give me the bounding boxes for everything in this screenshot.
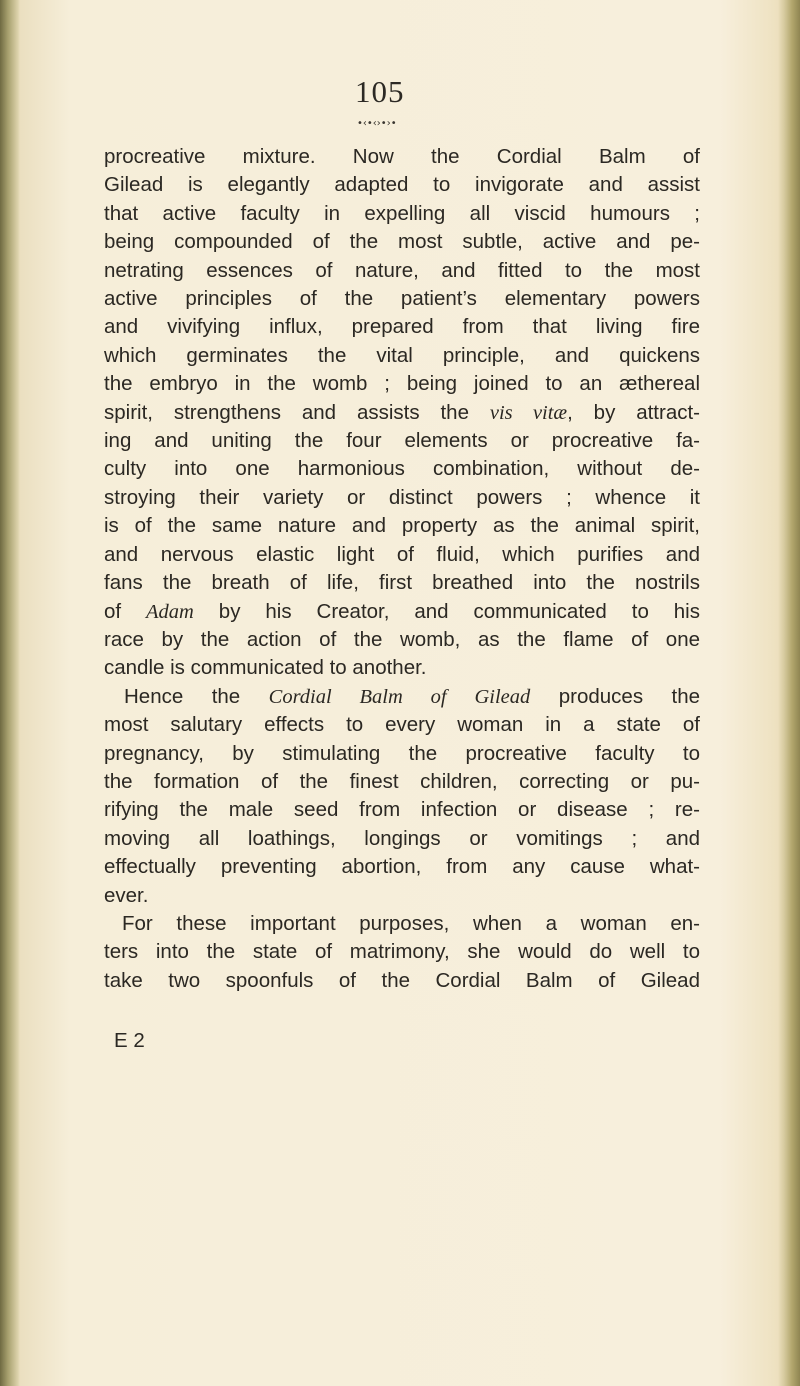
text-line: candle is communicated to another.	[104, 656, 427, 680]
text-line: race by the action of the womb, as the flame of one	[104, 627, 700, 651]
header-ornament: •‹•‹›•›•	[357, 118, 397, 129]
body-text	[104, 143, 700, 995]
text-line: rifying the male seed from infection or disease ; re-	[104, 798, 700, 822]
paragraph-2	[104, 683, 700, 910]
text-line: which germinates the vital principle, and quickens	[104, 343, 700, 367]
text-line: fans the breath of life, first breathed into the nostrils	[104, 571, 700, 595]
italic-phrase: vis vitæ	[489, 401, 568, 424]
text-line: culty into one harmonious combination, without de-	[104, 457, 700, 481]
text-line: For these important purposes, when a woman en-	[122, 911, 700, 935]
text-line: moving all loathings, longings or vomitings ; and	[104, 826, 700, 850]
italic-phrase: Adam	[146, 600, 194, 623]
text-line: effectually preventing abortion, from any cause what-	[104, 855, 700, 879]
page-right-edge	[778, 0, 800, 1386]
text-line: pregnancy, by stimulating the procreative faculty to	[104, 741, 700, 765]
text-line: procreative mixture. Now the Cordial Balm of	[104, 145, 700, 168]
signature-mark: E 2	[114, 1029, 145, 1052]
text-line: of Adam by his Creator, and communicated to his	[104, 599, 700, 623]
text-line: stroying their variety or distinct powers ; whence it	[104, 485, 700, 509]
text-line: ters into the state of matrimony, she would do well to	[104, 940, 700, 964]
text-line: and nervous elastic light of fluid, which purifies and	[104, 542, 700, 566]
text-line: the embryo in the womb ; being joined to an æthereal	[104, 372, 700, 396]
text-line: Gilead is elegantly adapted to invigorate and assist	[104, 173, 700, 197]
paragraph-1	[104, 143, 700, 683]
text-line: Hence the Cordial Balm of Gilead produces the	[124, 684, 701, 708]
text-line: ing and uniting the four elements or procreative fa-	[104, 429, 700, 453]
text-line: being compounded of the most subtle, active and pe-	[104, 230, 700, 254]
text-line: most salutary effects to every woman in a state of	[104, 713, 700, 737]
page-number: 105	[355, 74, 405, 109]
text-line: spirit, strengthens and assists the vis vitæ, by attract-	[104, 400, 701, 424]
text-line: netrating essences of nature, and fitted to the most	[104, 258, 700, 282]
text-line: and vivifying influx, prepared from that living fire	[104, 315, 700, 339]
text-line: active principles of the patient’s elementary powers	[104, 287, 700, 311]
text-line: take two spoonfuls of the Cordial Balm of Gilead	[104, 968, 700, 992]
page-left-edge	[0, 0, 20, 1386]
text-line: is of the same nature and property as the animal spirit,	[104, 514, 700, 538]
text-line: the formation of the finest children, correcting or pu-	[104, 769, 700, 793]
italic-phrase: Cordial Balm of Gilead	[268, 685, 531, 708]
text-line: that active faculty in expelling all viscid humours ;	[104, 201, 700, 225]
text-line: ever.	[104, 883, 149, 907]
paragraph-3	[104, 910, 700, 995]
